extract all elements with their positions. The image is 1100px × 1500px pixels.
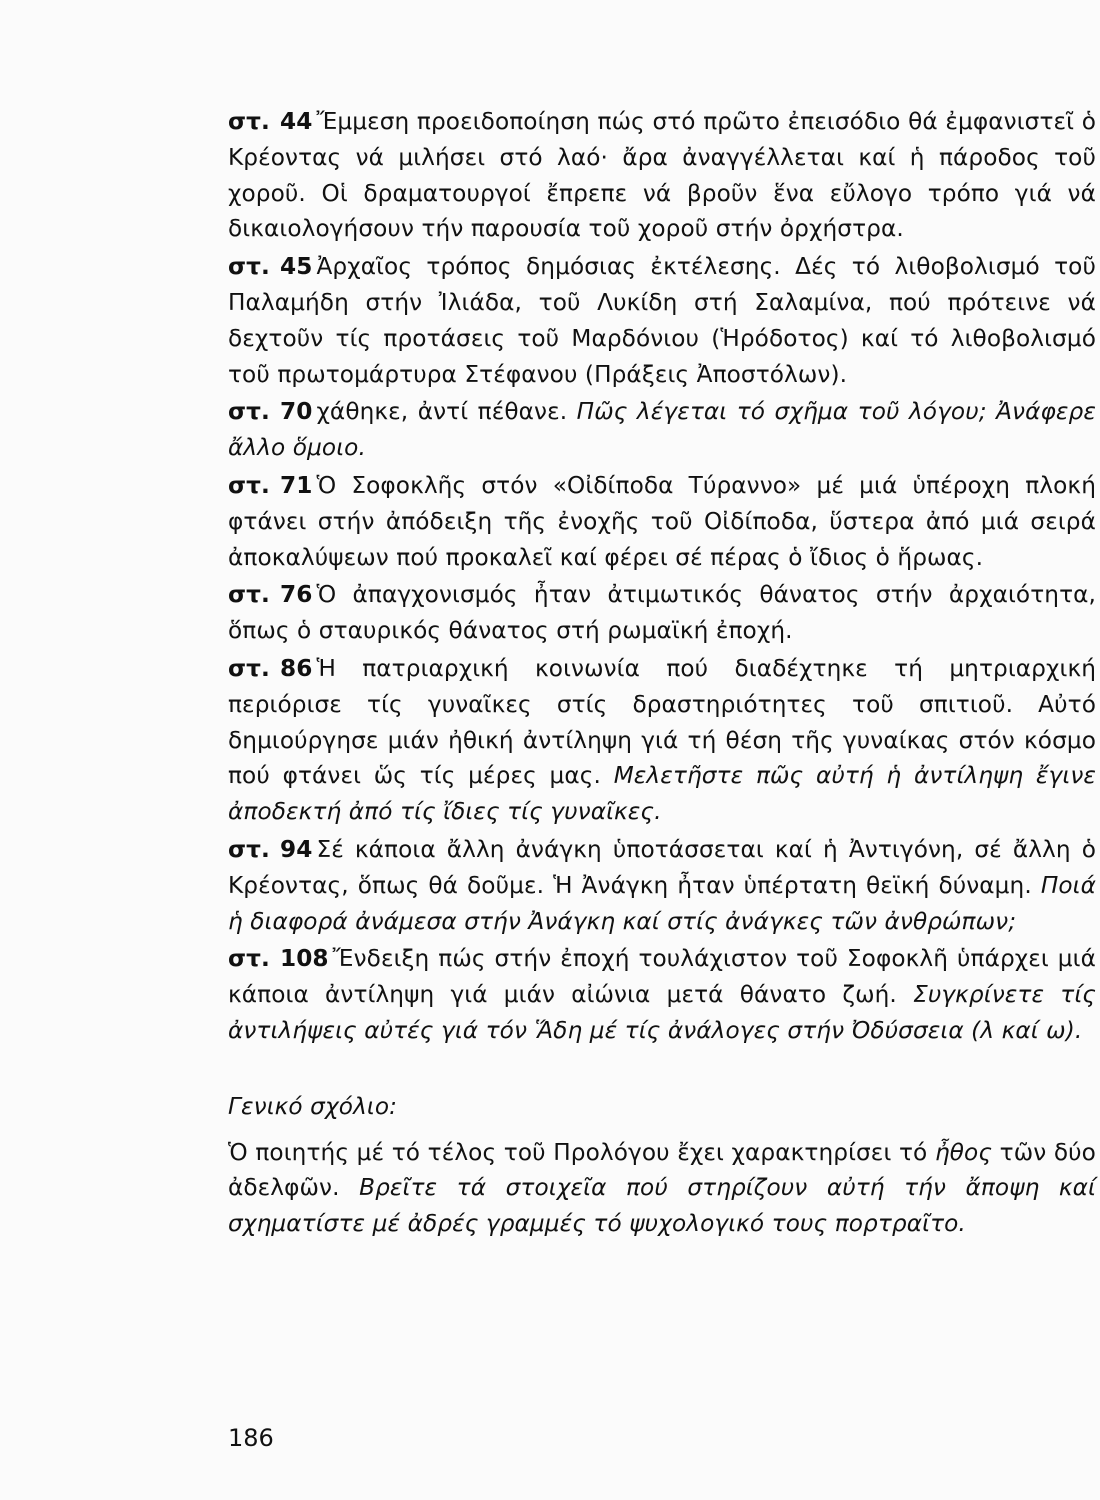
note-44 <box>228 104 1096 247</box>
note-76 <box>228 577 1096 649</box>
note-number: 94 <box>279 835 313 863</box>
note-number: 70 <box>279 398 313 426</box>
note-question: Συγκρίνετε τίς ἀντιλήψεις αὐτές γιά τόν Ἅδη μέ τίς ἀνάλογες στήν Ὀδύσσεια (λ καί ω). <box>228 981 1096 1044</box>
general-text-mid: τῶν δύο ἀδελφῶν. <box>228 1138 1096 1202</box>
note-text: Ἔμμεση προειδοποίηση πώς στό πρῶτο ἐπεισόδιο θά ἐμφανιστεῖ ὁ Κρέοντας νά μιλήσει στό λαό· ἄρα ἀναγγέλλεται καί ἡ πάροδος τοῦ χοροῦ. Οἱ δραματουργοί ἔπρεπε νά βροῦν ἕνα εὔλογο τρόπο γιά νά δικαιολογήσουν τήν παρουσία τοῦ χοροῦ στήν ὀρχήστρα. <box>228 108 1096 243</box>
note-label: στ. <box>228 471 270 499</box>
general-text-start: Ὁ ποιητής μέ τό τέλος τοῦ Προλόγου ἔχει χαρακτηρίσει τό <box>228 1138 928 1166</box>
note-number: 44 <box>279 108 313 135</box>
note-text: Ἀρχαῖος τρόπος δημόσιας ἐκτέλεσης. Δές τό λιθοβολισμό τοῦ Παλαμήδη στήν Ἰλιάδα, τοῦ Λυκίδη στή Σαλαμίνα, πού πρότεινε νά δεχτοῦν τίς προτάσεις τοῦ Μαρδόνιου (Ἡρόδοτος) καί τό λιθοβολισμό τοῦ πρωτομάρτυρα Στέφανου (Πράξεις Ἀποστόλων). <box>228 253 1096 388</box>
note-question: Μελετῆστε πῶς αὐτή ἡ ἀντίληψη ἔγινε ἀποδεκτή ἀπό τίς ἴδιες τίς γυναῖκες. <box>228 762 1097 826</box>
note-108 <box>228 941 1096 1048</box>
note-number: 86 <box>279 654 313 682</box>
note-text: Ὁ Σοφοκλῆς στόν «Οἰδίποδα Τύραννο» μέ μιά ὑπέροχη πλοκή φτάνει στήν ἀπόδειξη τῆς ἐνοχῆς τοῦ Οἰδίποδα, ὕστερα ἀπό μιά σειρά ἀποκαλύψεων πού προκαλεῖ καί φέρει σέ πέρας ὁ ἴδιος ὁ ἥρωας. <box>228 471 1096 571</box>
page-number: 186 <box>228 1424 274 1452</box>
note-question: Ποιά ἡ διαφορά ἀνάμεσα στήν Ἀνάγκη καί στίς ἀνάγκες τῶν ἀνθρώπων; <box>228 871 1096 935</box>
note-71 <box>228 468 1096 575</box>
note-text: Ὁ ἀπαγχονισμός ἦταν ἀτιμωτικός θάνατος στήν ἀρχαιότητα, ὅπως ὁ σταυρικός θάνατος στή ρωμαϊκή ἐποχή. <box>228 581 1096 645</box>
note-label: στ. <box>228 835 270 863</box>
note-label: στ. <box>228 108 270 135</box>
note-number: 45 <box>279 253 313 281</box>
note-70 <box>228 394 1096 466</box>
general-italic-end: Βρεῖτε τά στοιχεῖα πού στηρίζουν αὐτή τήν ἄποψη καί σχηματίστε μέ ἀδρές γραμμές τό ψυχολογικό τους πορτραῖτο. <box>228 1174 1096 1238</box>
note-number: 108 <box>279 945 329 973</box>
note-94 <box>228 832 1096 939</box>
note-text: Ἡ πατριαρχική κοινωνία πού διαδέχτηκε τή μητριαρχική περιόρισε τίς γυναῖκες στίς δραστηριότητες τοῦ σπιτιοῦ. Αὐτό δημιούργησε μιάν ἠθική ἀντίληψη γιά τή θέση τῆς γυναίκας στόν κόσμο πού φτάνει ὥς τίς μέρες μας. <box>228 654 1096 790</box>
note-label: στ. <box>228 398 270 426</box>
general-italic-word: ἦθος <box>934 1138 993 1166</box>
note-86 <box>228 651 1096 830</box>
note-question: Πῶς λέγεται τό σχῆμα τοῦ λόγου; Ἀνάφερε ἄλλο ὅμοιο. <box>228 398 1096 462</box>
general-comment-heading: Γενικό σχόλιο: <box>228 1092 398 1120</box>
note-label: στ. <box>228 654 270 682</box>
note-text: Σέ κάποια ἄλλη ἀνάγκη ὑποτάσσεται καί ἡ Ἀντιγόνη, σέ ἄλλη ὁ Κρέοντας, ὅπως θά δοῦμε. Ἡ Ἀνάγκη ἦταν ὑπέρτατη θεϊκή δύναμη. <box>228 835 1096 899</box>
note-label: στ. <box>228 253 270 281</box>
note-label: στ. <box>228 581 270 609</box>
note-label: στ. <box>228 945 270 973</box>
general-comment-text <box>228 1135 1096 1242</box>
note-45 <box>228 249 1096 392</box>
note-number: 76 <box>279 581 313 609</box>
note-text: χάθηκε, ἀντί πέθανε. <box>316 398 568 426</box>
text-column <box>228 104 1096 1242</box>
note-text: Ἔνδειξη πώς στήν ἐποχή τουλάχιστον τοῦ Σοφοκλῆ ὑπάρχει μιά κάποια ἀντίληψη γιά μιάν αἰώνια μετά θάνατο ζωή. <box>228 945 1096 1009</box>
note-number: 71 <box>279 471 313 499</box>
